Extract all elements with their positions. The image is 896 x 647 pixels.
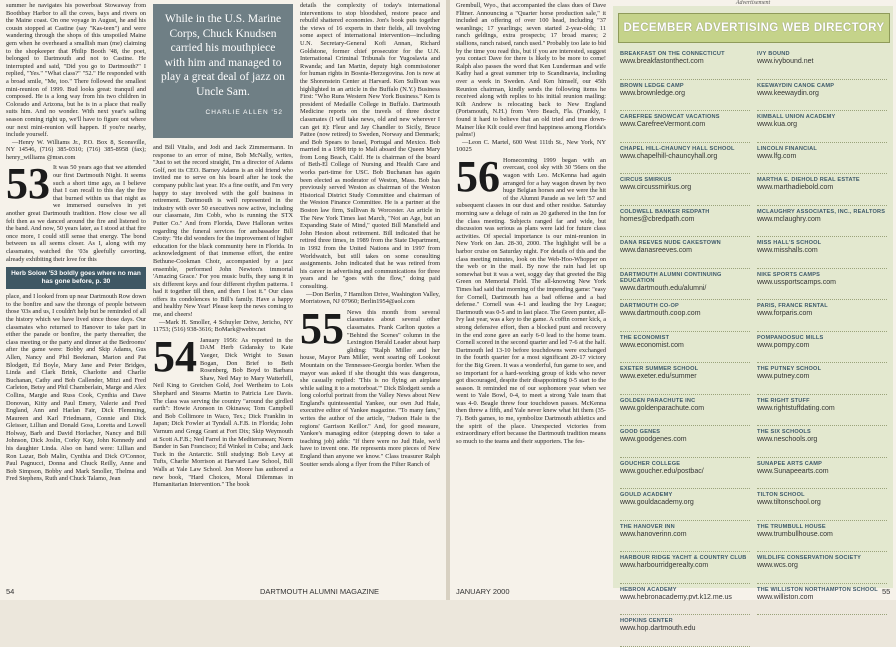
directory-entry: [757, 143, 887, 175]
advertiser-url[interactable]: homes@cbredpath.com: [620, 215, 695, 223]
advertiser-url[interactable]: www.mclaughry.com: [757, 215, 821, 223]
footer-date: JANUARY 2000: [456, 587, 510, 596]
advertiser-name: THE ECONOMIST: [620, 334, 670, 341]
class-55-entry: [300, 303, 440, 468]
right-column-1: [456, 2, 606, 588]
advertiser-name: MCLAUGHRY ASSOCIATES, INC., REALTORS: [757, 208, 886, 215]
directory-entry: [757, 332, 887, 364]
advertisement-label: Advertisement: [735, 0, 771, 6]
advertiser-url[interactable]: www.williston.com: [757, 593, 814, 601]
advertiser-name: BROWN LEDGE CAMP: [620, 82, 684, 89]
photo-caption: Herb Solow '53 boldly goes where no man has gone before, p. 30: [6, 267, 146, 289]
advertiser-name: GOOD GENES: [620, 429, 661, 435]
advertiser-name: LINCOLN FINANCIAL: [757, 145, 817, 152]
directory-entry: [620, 237, 750, 269]
advertiser-name: PARIS, FRANCE RENTAL: [757, 303, 828, 309]
column-text: It was 50 years ago that we attended our first Dartmouth Night. It seems such a short time ago, as I believe that I can recall to this day the fire that burned within us that night as we immersed ourselves in yet another great Dartmouth tradition. How close we all felt then as we danced around the fire and listened to the band. And now, 50 years later, as I stood at that fire once more, I could still sense that energy. The bond between us all seems closer. As I, along with my classmates, watched the '03s gleefully cavorting, already exhibiting their love for this: [6, 164, 146, 263]
advertiser-url[interactable]: www.hop.dartmouth.edu: [620, 625, 696, 632]
advertiser-name: CIRCUS SMIRKUS: [620, 177, 672, 183]
column-text: Homecoming 1999 began with an overcast, cool sky with 30 '56ers on the wagon with Leo. McKenna had again arranged for a hay wagon drawn by two huge Belgian horses and we were the hit of the Alumni Parade as we left '57 and subsequent classes in our dust and other residue. Saturday morning saw a deluge of rain as 20 gathered in the Inn for the class meeting. Subjects ranged far and wide, but discussion was serious as plans were laid for future class activities. Of special importance is our mini-reunion in New York on Jan. 28-30, 2000. The highlight will be a harbor cruise on Saturday night. For details of this and the class meeting minutes, look on the Web-Hoo-Whopper on the web or in the mail. By now the rain had let up somewhat but it was a wet, soggy day that greeted the Big Green on Memorial Field. The all-knowing New York Times had said that morning of the impending game: "easy for Cornell, Dartmouth has a bad offense and a bad defense." Cornell was 4-1 and leading the Ivy League; Dartmouth was 0-5 and in last place. The Green punter, all-Ivy last year, was a key to the game. A coffin corner kick, a strong defensive effort, then a blocked punt and recovery in the end zone gave an early 6-0 lead to the home team. Cornell scored in the second quarter and led 7-6 at the half. Dartmouth led 13-10 before touchdowns were exchanged in the fourth quarter for a most significant 20-17 victory for the Big Green. It was a wonderful, fun game to see, and so important for a hard-working group of kids who never got discouraged, despite their disappointing 0-5 start to the season. It reminded me of our sophomore year when we went to Yale Bowl, 0-4, to meet a strong Yale team that was 4-0. Beagle threw four touchdown passes. McKenna then threw a fifth, and Yale never knew what hit them (35-7). Both games, to me, symbolize Dartmouth athletics and the spirit of the place. Unexpected victories from extraordinary effort because the Dartmouth tradition means so much to the teams and their supporters. The fes-: [456, 156, 606, 445]
advertiser-url[interactable]: www.danasreeves.com: [620, 247, 692, 254]
advertiser-url[interactable]: www.circussmirkus.org: [620, 184, 692, 191]
advertiser-name: TILTON SCHOOL: [757, 492, 805, 498]
directory-entry: [757, 300, 887, 332]
advertiser-url[interactable]: www.ivybound.net: [757, 58, 814, 65]
advertiser-url[interactable]: www.keewaydin.org: [757, 89, 819, 97]
advertiser-name: IVY BOUND: [757, 51, 790, 57]
advertiser-name: THE TRUMBULL HOUSE: [757, 523, 826, 530]
advertiser-url[interactable]: www.CarefreeVermont.com: [620, 121, 706, 128]
directory-entry: [620, 174, 750, 206]
advertiser-url[interactable]: www.economist.com: [620, 341, 684, 349]
directory-entry: [757, 458, 887, 490]
advertiser-url[interactable]: www.ussportscamps.com: [757, 278, 836, 286]
advertiser-name: EXETER SUMMER SCHOOL: [620, 366, 699, 372]
signature: —Don Berlin, 7 Hamilton Drive, Washington Valley, Morristown, NJ 07960; Berlin1954@aol.com: [300, 290, 440, 306]
signature: —Leon C. Martel, 600 West 111th St., New York, NY 10025: [456, 138, 606, 154]
advertiser-url[interactable]: www.hanoverinn.com: [620, 530, 687, 538]
advertiser-url[interactable]: www.chapelhill-chauncyhall.org: [620, 152, 718, 160]
advertiser-url[interactable]: www.Sunapeearts.com: [757, 467, 829, 475]
directory-entry: [620, 206, 750, 238]
right-page: [450, 0, 896, 632]
advertiser-url[interactable]: www.putney.com: [757, 373, 810, 380]
class-number: 54: [153, 331, 197, 381]
directory-left-column: [620, 48, 750, 647]
advertiser-name: KIMBALL UNION ACADEMY: [757, 114, 836, 120]
directory-entry: [620, 584, 750, 616]
directory-entry: [757, 48, 887, 80]
directory-entry: [757, 111, 887, 143]
advertiser-url[interactable]: www.forparis.com: [757, 310, 813, 317]
advertiser-name: CHAPEL HILL-CHAUNCY HALL SCHOOL: [620, 145, 735, 152]
advertiser-url[interactable]: www.tiltonschool.org: [757, 499, 821, 506]
advertiser-url[interactable]: www.brownledge.org: [620, 89, 685, 97]
directory-entry: [620, 332, 750, 364]
directory-entry: [620, 269, 750, 301]
quote-attribution: CHARLIE ALLEN '52: [205, 109, 283, 116]
column-text: place, and I looked from up near Dartmouth Row down to the bonfire and saw the throngs of people between those '03s and us, I couldn't help but be reminded of all the history which we have lived since those days. Our classmates who returned to Hanover to take part in either the parade or bonfire, the party thereafter, the class meeting or the party and dinner at the Bedrooms' after the game were: Bobby and Skip Adams, Gus Allen, Nancy and Phil Beekman, Marion and Pat Blodgett, Ed Boyle, Mary Jane and Peter Bridges, Linda and Clark Brink, Charlotte and Charlie Buchanan, Cathy and Bob Callender, Mitzi and Fred Carleton, Betsy and Phil Chamberlain, Marge and Alex Collins, Margie and Russ Cook, Cynthia and Dave Donovan, Kitty and Paul Emery, Valerie and Fred England, Ann and Harlan Fair, Dick Flemming, Maureen and Karl Friedmann, Connie and Dick Gleisser, Lillian and Donald Goss, Loretta and Lowell Holway, Barb and David Horlacher, Nancy and Bill Johnson, Dick Joslin, Corky Kay, John Kennedy and his daughter Linda. Also on hand were: Lillian and Ron Lazar, Bob Malin, Cynthia and Dick O'Connor, Paul Pagnucci, Donna and Chuck Reilly, Anne and Bob Simpson, Bobby and Mark Smoller, Thelma and Fred Stephens, Ruth and Chuck Talamo, Jean: [6, 293, 146, 483]
directory-entry: [620, 458, 750, 490]
directory-entry: [620, 489, 750, 521]
advertiser-url[interactable]: www.goucher.edu/postbac/: [620, 467, 704, 475]
advertiser-url[interactable]: www.kua.org: [757, 121, 798, 128]
advertiser-url[interactable]: www.breakfastonthect.com: [620, 58, 704, 65]
advertiser-name: KEEWAYDIN CANOE CAMP: [757, 82, 835, 89]
directory-entry: [620, 552, 750, 584]
advertiser-name: GOULD ACADEMY: [620, 492, 673, 498]
class-number: 56: [456, 151, 500, 201]
page-number: 54: [6, 587, 15, 596]
signature: —Henry W. Williams Jr., P.O. Box 8, Sconsville, NY 14546, (716) 385-0310; (716) 385-8958 (fax); henry_williams @msn.com: [6, 138, 146, 161]
directory-entry: [620, 363, 750, 395]
advertiser-url[interactable]: www.marthadiebold.com: [757, 184, 834, 191]
advertiser-url[interactable]: www.pompy.com: [757, 341, 810, 349]
column-text: details the complexity of today's international interventions to stop bloodshed, restore peace and rebuild shattered economies. Jon's book puts together the views of 16 experts in their fields, all involving some aspect of international intervention—including U.N. Secretary-General Kofi Annan, Richard Goldstone, former chief prosecutor for the U.N. International Criminal Tribunals for Yugoslavia and Rwanda; and Ian Martin, deputy high commissioner for human rights in Bosnia-Herzegovina. Jon is now at the Shorenstein Center at Harvard. Ken Sullivan was highlighted in an article in the Buffalo (N.Y.) Business First: "Who Runs Western New York Business." Ken is president of Medaille College in Buffalo. Dartmouth Medicine reports on the travels of three doctor classmates (I will take news, old and new wherever I can get it): Fleur and Jay Chandler to Sicily, Bruce Pattee (now retired) to Sweden, Norway and Denmark; and Bob Spears to Israel, Portugal and Mexico. Bob married in a 1998 trip to Mali aboard the Queen Mary from Long Beach, Calif. He is chairman of the board of Beth-El College of Nursing and Health Care and works part-time for USC. Bob Buchanan has again been elected as moderator of Weston, Mass. Bob has previously served Weston as chairman of the Weston Historical District Study Committee and chairman of the Weston Finance Committee. He is a partner at the Boston law firm, Sullivan & Worcester. An article in The New York Times last March, "Not an Age, but an Expanding State of Mind," quoted Bill Mansfield and John Heston about retirement. Bill indicated that he retired three times, in 1989 from the State Department, in 1992 from the United Nations and in 1997 from Worldwatch, but still takes on some consulting assignments. John indicated that he was retired from his career in advertising and communications for three years and he "goes with the flow," doing paid consulting.: [300, 2, 440, 290]
advertiser-url[interactable]: www.misshalls.com: [757, 247, 818, 254]
directory-right-column: [757, 48, 887, 615]
advertiser-name: MARTHA E. DIEHOLD REAL ESTATE: [757, 177, 860, 183]
class-54-entry: [153, 331, 293, 489]
advertiser-url[interactable]: www.exeter.edu/summer: [620, 373, 697, 380]
advertiser-url[interactable]: www.goodgenes.com: [620, 436, 687, 443]
directory-entry: [620, 111, 750, 143]
directory-entry: [620, 143, 750, 175]
advertiser-name: DARTMOUTH ALUMNI CONTINUING EDUCATION: [620, 271, 722, 284]
column-text: News this month from several classmates about several other classmates. Frank Carlton quotes a "Behind the Scenes" column in the Lexington Herald Leader about harp gliding: "Ralph Miller and her house, Mayor Pam Miller, went soaring off Lookout Mountain on the Tennessee-Georgia border. When the mayor was asked if she thought this was dangerous, she casually replied: 'This is no flying an airplane while sailing it to a motorboat.'" Dick Blodgett sends a long colorful portrait from the Valley News about New England's quintessential Yankee, our own Jud Hale, executive editor of Yankee magazine. "To many fans," writes the author of the article, "Judson Hale is the regions' Garrison Keillor." And, for good measure, Yankee's managing editor (stepping down to take a teaching job) adds: "If there were no Jud Hale, we'd have to invent one. He represents more pieces of New England than anyone we know." Class treasurer Ralph Soutter sends along a flyer from the Filter Ranch of: [300, 308, 440, 468]
advertiser-url[interactable]: www.hebronacademy.pvt.k12.me.us: [620, 593, 732, 601]
advertiser-name: SUNAPEE ARTS CAMP: [757, 460, 823, 467]
column-text: January 1956: As reported in the DAM Herb Gidansky to Kate Yaeger, Dick Wright to Susan Bogan, Don Brief to Beth Rosenberg, Bob Boyd to Barbara Shaw, Ned May to Mary Watterhill, Neil King to Gretchen Gold, Joel Wertheim to Lois Shephard and Stearns Martin to Patricia Lee Davis. The class was serving the country "around the girdled earth": Howie Aronson in Okinawa; Tom Campbell and Bob Collimore in Waco, Tex.; Dick Franklin in Japan; Dick Fowler at Tyndall A.F.B. in Florida; John Varnum and Gregg Grant at Fort Dix; Skip Weymouth at Scott A.F.B.; Ned Farrel in the Mediterranean; Norm Bander in San Francisco; Ed Winkel in Cuba; and Jack Tuck in the Antarctic. Still studying: Bob Levy at Tufts, Charlie Morrison at Harvard Law School, Bill Walls at Yale Law School. Jon Moore has authored a new book, "Hard Choices, Moral Dilemmas in Humanitarian Intervention." The book: [153, 336, 293, 489]
advertiser-name: MISS HALL'S SCHOOL: [757, 240, 822, 246]
advertiser-url[interactable]: www.dartmouth.edu/alumni/: [620, 284, 707, 292]
advertiser-name: WILDLIFE CONSERVATION SOCIETY: [757, 555, 862, 561]
directory-entry: [757, 269, 887, 301]
advertiser-name: HARBOUR RIDGE YACHT & COUNTRY CLUB: [620, 555, 747, 561]
column-text: Grembull, Wyo., that accompanied the class dues of Dave Flitner. Announcing a "Quarter horse production sale," it included an offering of over 100 head, including "37 weanlings; 17 yearlings; seven started 2-year-olds; 11 ranch geldings, extra prospects; 17 broad mares; 2 stallions, ranch raised, ranch used." Probably too late to bid by the time you read this, but if you are interested, suggest you contact Dave for there is likely to be more to come! Ralph also passes the word that Ken Lunderman and wife Kathy had a great summer trip to Scandinavia, including over a week in Sweden. And Ken himself, our 45th Reunion chairman, kindly sends the following items he received along with replies to his initial reunion mailing: Kilt Andrew is relocating back to New England (Portsmouth, N.H.) from Vero Beach, Fla. (Frankly, I found it hard to believe that an old tried and true down-Mainer like Kilt could ever find happiness among Florida's palms!): [456, 2, 606, 139]
advertiser-name: COLDWELL BANKER REDPATH: [620, 208, 710, 215]
left-column-3: [300, 2, 440, 588]
advertiser-name: GOLDEN PARACHUTE INC: [620, 397, 696, 404]
directory-title: DECEMBER ADVERTISING WEB DIRECTORY: [618, 13, 890, 43]
directory-entry: [757, 363, 887, 395]
pull-quote: [153, 4, 293, 138]
directory-entry: [620, 395, 750, 427]
directory-entry: [757, 395, 887, 427]
class-53-entry: [6, 159, 146, 263]
magazine-footer: DARTMOUTH ALUMNI MAGAZINE: [260, 587, 380, 596]
directory-entry: [757, 206, 887, 238]
advertiser-url[interactable]: www.dartmouth.coop.com: [620, 310, 701, 317]
class-number: 53: [6, 159, 50, 209]
advertiser-url[interactable]: www.goldenparachute.com: [620, 404, 705, 412]
advertiser-name: THE PUTNEY SCHOOL: [757, 366, 822, 372]
column-text: and Bill Vitalis, and Jodi and Jack Zimmermann. In response to an error of mine, Bob McNally, writes, "Just to set the record straight, I'm a director of Adams Golf, not its CEO. Barney Adams is an old friend who invited me to serve on his board after he took the company public last year. It's a fine outfit, and I'm very happy to stay involved with the golf business in retirement. Dartmouth is well represented in the industry with over 50 executives now active, including our classmate, Jim Cobb, who is running the STX Putter Co." And from Florida, Dave Halloran writes regarding the funeral services for ambassador Bill Crotty: "He did wonders for the improvement of higher education for the black community here in Florida. In acknowledgment of that immense effort, the entire Bethune-Cookman Choir, accompanied by a jazz ensemble, performed John Newton's immortal 'Amazing Grace.' For you music buffs, they sang it in six different keys and four different rhythm patterns. I had it together till then, and then I lost it." Our class offers its condolences to Bill's family. Have a happy and healthy New Year! Please keep the news coming to me, and cheers!: [153, 144, 293, 319]
advertiser-name: THE RIGHT STUFF: [757, 397, 810, 404]
column-text: summer he navigates his powerboat Stowaway from Boothbay Harbor to all the coves, bays and rivers on the Maine coast. On one voyage in August, he and his cousin stopped at Castine (say "Kas-teen") and were wandering through the shops of this unspoiled Maine gem when he overheard a smallish man (me) claiming to the shopkeeper that Philip Booth '48, the poet, belonged to Dartmouth and not to Castine. He interrupted and said, "Did you go to Dartmouth?" I replied, "Yes." "What class?" "52." He responded with a broad smile, "Me, too." There followed the smallest mini-reunion of 1999. Bud looks great: tranquil and composed. He is a long way from his two children in Colorado and Arizona, but he is in a place that really suits him. And no wonder. With next year's sailing season coming right up, we'll have to figure out where our next mini-reunion will happen. If you're nearby, include yourself.: [6, 2, 146, 139]
directory-entry: [757, 237, 887, 269]
advertiser-name: THE WILLISTON NORTHAMPTON SCHOOL: [757, 586, 878, 593]
directory-entry: [620, 615, 750, 647]
advertiser-name: DARTMOUTH CO-OP: [620, 303, 679, 309]
directory-entry: [757, 174, 887, 206]
directory-entry: [620, 300, 750, 332]
class-56-entry: [456, 151, 606, 446]
advertiser-url[interactable]: www.harbourridgerealty.com: [620, 562, 709, 569]
directory-entry: [757, 80, 887, 112]
advertiser-name: BREAKFAST ON THE CONNECTICUT: [620, 51, 725, 57]
advertiser-url[interactable]: www.wcs.org: [757, 562, 798, 569]
signature: —Mark H. Smoller, 4 Schuyler Drive, Jericho, NY 11753; (516) 938-3616; BoMark@webtv.net: [153, 318, 293, 334]
advertiser-url[interactable]: www.lfg.com: [757, 152, 797, 160]
advertiser-name: DANA REEVES NUDE CAKESTOWN: [620, 240, 721, 246]
left-column-2: [153, 144, 293, 588]
advertiser-name: CAREFREE SNOWCAT VACATIONS: [620, 114, 720, 120]
directory-entry: [757, 552, 887, 584]
page-number: 55: [882, 587, 891, 596]
class-number: 55: [300, 303, 344, 353]
advertiser-name: HOPKINS CENTER: [620, 618, 673, 624]
advertiser-name: POMPANOOSUC MILLS: [757, 334, 824, 341]
advertiser-name: GOUCHER COLLEGE: [620, 460, 681, 467]
advertiser-name: THE SIX SCHOOLS: [757, 429, 811, 435]
directory-entry: [757, 584, 887, 616]
advertiser-url[interactable]: www.neschools.org: [757, 436, 818, 443]
directory-entry: [757, 489, 887, 521]
advertiser-name: THE HANOVER INN: [620, 523, 675, 530]
left-page: [0, 0, 446, 600]
directory-entry: [620, 48, 750, 80]
advertiser-url[interactable]: www.trumbullhouse.com: [757, 530, 833, 538]
advertiser-url[interactable]: www.gouldacademy.org: [620, 499, 694, 506]
directory-entry: [620, 521, 750, 553]
directory-entry: [757, 426, 887, 458]
directory-entry: [620, 426, 750, 458]
quote-text: While in the U.S. Marine Corps, Chuck Knudsen carried his mouthpiece with him and managed to play a great deal of jazz on Uncle Sam.: [161, 13, 285, 98]
advertiser-url[interactable]: www.rightstuffdating.com: [757, 404, 835, 412]
left-column-1: [6, 2, 146, 588]
advertiser-name: NIKE SPORTS CAMPS: [757, 271, 821, 278]
directory-entry: [757, 521, 887, 553]
directory-entry: [620, 80, 750, 112]
advertiser-name: HEBRON ACADEMY: [620, 586, 677, 593]
